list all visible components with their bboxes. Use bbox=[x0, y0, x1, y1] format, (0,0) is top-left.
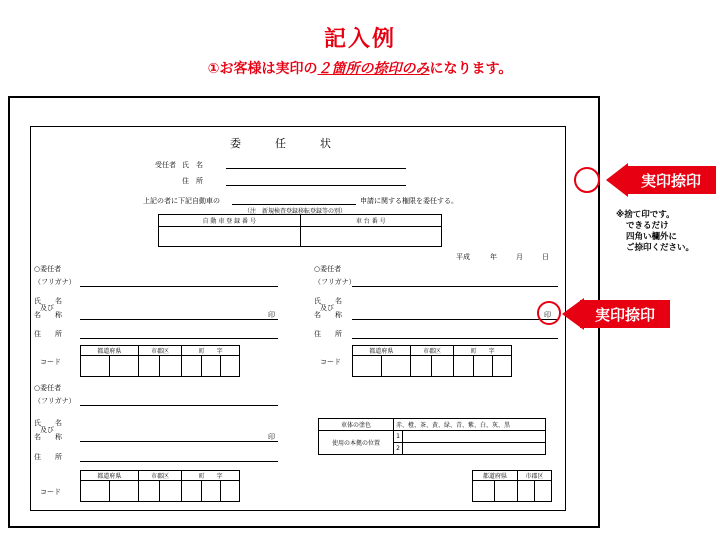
code-table-right bbox=[352, 345, 512, 377]
address-line-left[interactable] bbox=[80, 338, 278, 339]
principal-label-left-2: ○委任者 bbox=[34, 384, 62, 392]
name-line-left-2[interactable] bbox=[80, 441, 278, 442]
code-header-pref: 都道府県 bbox=[353, 346, 411, 356]
code-table-left-2 bbox=[80, 470, 240, 502]
callout-seal-right: 実印捺印 bbox=[580, 300, 670, 328]
code-cell[interactable] bbox=[81, 481, 110, 502]
code-header-town: 町 字 bbox=[454, 346, 512, 356]
name-label-left-3: 名 称 bbox=[34, 311, 62, 319]
location-cell[interactable] bbox=[403, 443, 546, 455]
seal-mark-right: 印 bbox=[544, 311, 551, 319]
code-table-small bbox=[472, 470, 552, 502]
code-cell[interactable] bbox=[109, 481, 138, 502]
code-cell[interactable] bbox=[220, 356, 239, 377]
location-row-num: 1 bbox=[394, 431, 403, 443]
furigana-label-right: （フリガナ） bbox=[314, 278, 356, 286]
recipient-name-label: 氏 名 bbox=[182, 161, 203, 169]
furigana-label-left: （フリガナ） bbox=[34, 278, 76, 286]
principal-label-left: ○委任者 bbox=[34, 265, 62, 273]
code-cell[interactable] bbox=[534, 481, 551, 502]
side-note-line: 四角い欄外に bbox=[626, 232, 678, 242]
date-era: 平成 bbox=[456, 253, 470, 261]
code-cell[interactable] bbox=[220, 481, 239, 502]
name-label-left2-2: 及び bbox=[40, 426, 54, 434]
reg-number-cell[interactable] bbox=[159, 227, 301, 247]
furigana-line-right[interactable] bbox=[352, 286, 558, 287]
side-note bbox=[616, 210, 694, 254]
code-cell[interactable] bbox=[182, 356, 201, 377]
code-cell[interactable] bbox=[109, 356, 138, 377]
code-cell[interactable] bbox=[517, 481, 534, 502]
code-header-city: 市郡区 bbox=[410, 346, 454, 356]
color-location-table bbox=[318, 418, 546, 455]
address-label-right: 住 所 bbox=[314, 330, 342, 338]
furigana-line-left[interactable] bbox=[80, 286, 278, 287]
principal-label-right: ○委任者 bbox=[314, 265, 342, 273]
code-cell[interactable] bbox=[201, 481, 220, 502]
furigana-label-left-2: （フリガナ） bbox=[34, 397, 76, 405]
page-title: 記入例 bbox=[323, 27, 396, 52]
code-cell[interactable] bbox=[353, 356, 382, 377]
address-label-left: 住 所 bbox=[34, 330, 62, 338]
code-cell[interactable] bbox=[201, 356, 220, 377]
chassis-header: 車 台 番 号 bbox=[300, 215, 442, 227]
code-cell[interactable] bbox=[473, 481, 495, 502]
code-cell[interactable] bbox=[473, 356, 492, 377]
code-label-left-2: コード bbox=[40, 488, 61, 496]
code-header-city: 市郡区 bbox=[138, 346, 182, 356]
name-label-right-1: 氏 名 bbox=[314, 297, 342, 305]
code-cell[interactable] bbox=[381, 356, 410, 377]
code-cell[interactable] bbox=[495, 481, 517, 502]
side-note-line: ※捨て印です。 bbox=[616, 210, 675, 220]
note-prefix: ①お客様は実印の bbox=[207, 61, 318, 77]
code-cell[interactable] bbox=[432, 356, 454, 377]
stamp-circle-right bbox=[537, 301, 561, 325]
recipient-label: 受任者 bbox=[155, 161, 176, 169]
code-cell[interactable] bbox=[81, 356, 110, 377]
address-line-right[interactable] bbox=[352, 338, 558, 339]
code-label-right: コード bbox=[320, 358, 341, 366]
mandate-note: （注 新規検査登録移転登録等の別） bbox=[244, 208, 347, 215]
code-cell[interactable] bbox=[138, 356, 160, 377]
date-month: 月 bbox=[516, 253, 523, 261]
code-cell[interactable] bbox=[160, 356, 182, 377]
code-cell[interactable] bbox=[182, 481, 201, 502]
arrow-left-icon bbox=[606, 163, 628, 197]
note-suffix: になります。 bbox=[429, 61, 513, 77]
code-label-left: コード bbox=[40, 358, 61, 366]
code-cell[interactable] bbox=[138, 481, 160, 502]
location-cell[interactable] bbox=[403, 431, 546, 443]
name-label-left-2: 及び bbox=[40, 304, 54, 312]
name-line-left[interactable] bbox=[80, 319, 278, 320]
mandate-type-line[interactable] bbox=[232, 204, 356, 205]
seal-mark-left-2: 印 bbox=[268, 433, 275, 441]
note-emphasis: ２箇所の捺印のみ bbox=[317, 61, 430, 77]
recipient-address-label: 住 所 bbox=[182, 177, 203, 185]
mandate-prefix: 上記の者に下記自動車の bbox=[143, 197, 220, 205]
date-day: 日 bbox=[542, 253, 549, 261]
callout-seal-top: 実印捺印 bbox=[626, 166, 716, 194]
code-header-pref: 都道府県 bbox=[473, 471, 518, 481]
code-header-town: 町 字 bbox=[182, 471, 240, 481]
recipient-address-line[interactable] bbox=[226, 185, 406, 186]
side-note-line: できるだけ bbox=[626, 221, 669, 231]
code-header-city: 市郡区 bbox=[138, 471, 182, 481]
code-header-town: 町 字 bbox=[182, 346, 240, 356]
stamp-circle-top bbox=[574, 167, 600, 193]
name-label-right-2: 及び bbox=[320, 304, 334, 312]
form-title: 委任状 bbox=[230, 137, 365, 150]
code-cell[interactable] bbox=[492, 356, 511, 377]
seal-mark-left: 印 bbox=[268, 311, 275, 319]
instruction-note bbox=[0, 58, 720, 78]
mandate-suffix: 申請に関する権限を委任する。 bbox=[360, 197, 458, 205]
color-label: 車体の塗色 bbox=[319, 419, 394, 431]
date-year: 年 bbox=[490, 253, 497, 261]
address-label-left-2: 住 所 bbox=[34, 453, 62, 461]
name-label-right-3: 名 称 bbox=[314, 311, 342, 319]
color-options: 赤、橙、茶、黄、緑、青、紫、白、灰、黒 bbox=[394, 419, 546, 431]
name-label-left-1: 氏 名 bbox=[34, 297, 62, 305]
name-label-left2-1: 氏 名 bbox=[34, 419, 62, 427]
address-line-left-2[interactable] bbox=[80, 461, 278, 462]
location-label: 使用の本拠の位置 bbox=[319, 431, 394, 455]
furigana-line-left-2[interactable] bbox=[80, 405, 278, 406]
code-table-left bbox=[80, 345, 240, 377]
side-note-line: ご捺印ください。 bbox=[626, 243, 695, 253]
code-cell[interactable] bbox=[410, 356, 432, 377]
code-header-pref: 都道府県 bbox=[81, 346, 139, 356]
reg-number-header: 自 動 車 登 録 番 号 bbox=[159, 215, 301, 227]
chassis-cell[interactable] bbox=[300, 227, 442, 247]
name-label-left2-3: 名 称 bbox=[34, 433, 62, 441]
code-header-city: 市郡区 bbox=[517, 471, 551, 481]
name-line-right[interactable] bbox=[352, 319, 558, 320]
recipient-name-line[interactable] bbox=[226, 168, 406, 169]
location-row-num: 2 bbox=[394, 443, 403, 455]
vehicle-table bbox=[158, 214, 442, 247]
code-cell[interactable] bbox=[160, 481, 182, 502]
code-header-pref: 都道府県 bbox=[81, 471, 139, 481]
code-cell[interactable] bbox=[454, 356, 473, 377]
